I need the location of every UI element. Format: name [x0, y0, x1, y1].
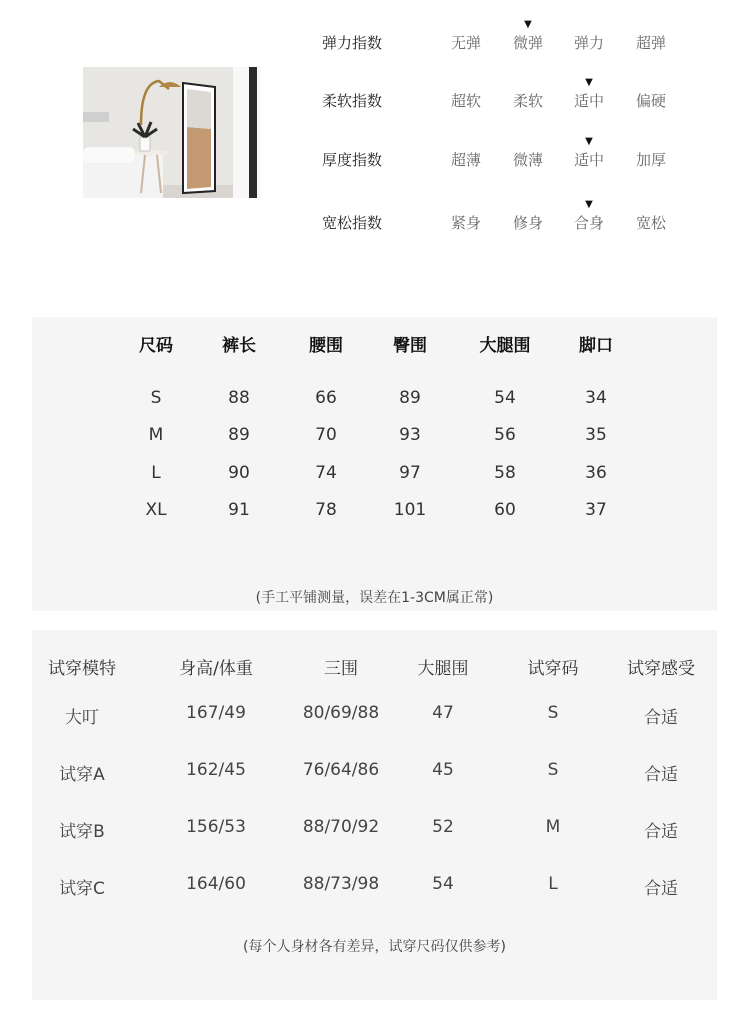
model-cell: 45 — [432, 760, 454, 780]
size-cell: 74 — [315, 463, 337, 483]
size-col-header: 臀围 — [393, 336, 427, 356]
size-cell: 58 — [494, 463, 516, 483]
model-col-header: 身高/体重 — [179, 659, 253, 679]
size-cell: XL — [145, 500, 167, 520]
model-cell: 164/60 — [186, 874, 246, 894]
fit-disclaimer-note: (每个人身材各有差异，试穿尺码仅供参考) — [243, 939, 506, 955]
model-fit-panel — [32, 630, 717, 1000]
index-option: 合身 — [573, 214, 604, 232]
room-illustration — [83, 67, 261, 198]
index-option: 修身 — [512, 214, 543, 232]
index-label: 厚度指数 — [322, 151, 383, 169]
size-cell: 37 — [585, 500, 607, 520]
model-cell: 156/53 — [186, 817, 246, 837]
model-cell: 88/70/92 — [302, 817, 380, 837]
size-cell: 88 — [228, 388, 250, 408]
size-cell: L — [151, 463, 161, 483]
size-cell: 36 — [585, 463, 607, 483]
model-cell: 167/49 — [186, 703, 246, 723]
model-cell: 合适 — [644, 822, 678, 842]
index-option: 柔软 — [512, 92, 543, 110]
size-cell: 101 — [393, 500, 427, 520]
model-cell: 76/64/86 — [302, 760, 380, 780]
size-col-header: 裤长 — [222, 336, 256, 356]
size-cell: 93 — [399, 425, 421, 445]
model-cell: 试穿C — [59, 879, 105, 899]
model-cell: 合适 — [644, 708, 678, 728]
model-cell: 88/73/98 — [302, 874, 380, 894]
index-label: 弹力指数 — [322, 34, 383, 52]
model-cell: 47 — [432, 703, 454, 723]
index-option: 超弹 — [635, 34, 666, 52]
index-label: 柔软指数 — [322, 92, 383, 110]
model-cell: 80/69/88 — [302, 703, 380, 723]
size-cell: 97 — [399, 463, 421, 483]
size-cell: 90 — [228, 463, 250, 483]
model-cell: 162/45 — [186, 760, 246, 780]
size-cell: 60 — [494, 500, 516, 520]
selected-marker-icon: ▼ — [585, 77, 593, 88]
index-option: 加厚 — [635, 151, 666, 169]
index-option: 紧身 — [450, 214, 481, 232]
size-cell: 91 — [228, 500, 250, 520]
index-label: 宽松指数 — [322, 214, 383, 232]
size-cell: 70 — [315, 425, 337, 445]
size-col-header: 腰围 — [309, 336, 343, 356]
size-cell: 78 — [315, 500, 337, 520]
index-option: 适中 — [573, 92, 604, 110]
measurement-note: (手工平铺测量，误差在1-3CM属正常) — [255, 590, 494, 606]
model-cell: 试穿A — [59, 765, 105, 785]
model-cell: 试穿B — [59, 822, 105, 842]
model-cell: 54 — [432, 874, 454, 894]
model-cell: 52 — [432, 817, 454, 837]
index-option: 无弹 — [450, 34, 481, 52]
selected-marker-icon: ▼ — [524, 19, 532, 30]
size-cell: 89 — [228, 425, 250, 445]
size-cell: S — [150, 388, 162, 408]
size-cell: 89 — [399, 388, 421, 408]
index-option: 适中 — [573, 151, 604, 169]
model-cell: 合适 — [644, 879, 678, 899]
model-col-header: 试穿模特 — [48, 659, 116, 679]
size-cell: 54 — [494, 388, 516, 408]
model-col-header: 试穿感受 — [627, 659, 695, 679]
size-col-header: 脚口 — [579, 336, 613, 356]
model-cell: 合适 — [644, 765, 678, 785]
model-col-header: 试穿码 — [527, 659, 579, 679]
model-cell: M — [545, 817, 561, 837]
index-option: 弹力 — [573, 34, 604, 52]
size-col-header: 尺码 — [139, 336, 173, 356]
size-cell: M — [148, 425, 164, 445]
size-col-header: 大腿围 — [479, 336, 531, 356]
index-option: 超软 — [450, 92, 481, 110]
model-col-header: 三围 — [324, 659, 358, 679]
size-cell: 34 — [585, 388, 607, 408]
selected-marker-icon: ▼ — [585, 199, 593, 210]
size-chart-panel — [32, 317, 717, 611]
product-photo — [83, 67, 261, 198]
model-cell: 大叮 — [65, 708, 99, 728]
model-col-header: 大腿围 — [417, 659, 469, 679]
index-option: 微薄 — [512, 151, 543, 169]
model-cell: S — [547, 703, 559, 723]
index-option: 宽松 — [635, 214, 666, 232]
index-option: 偏硬 — [635, 92, 666, 110]
index-option: 微弹 — [512, 34, 543, 52]
size-cell: 56 — [494, 425, 516, 445]
size-cell: 66 — [315, 388, 337, 408]
size-cell: 35 — [585, 425, 607, 445]
model-cell: L — [548, 874, 558, 894]
model-cell: S — [547, 760, 559, 780]
selected-marker-icon: ▼ — [585, 136, 593, 147]
index-option: 超薄 — [450, 151, 481, 169]
